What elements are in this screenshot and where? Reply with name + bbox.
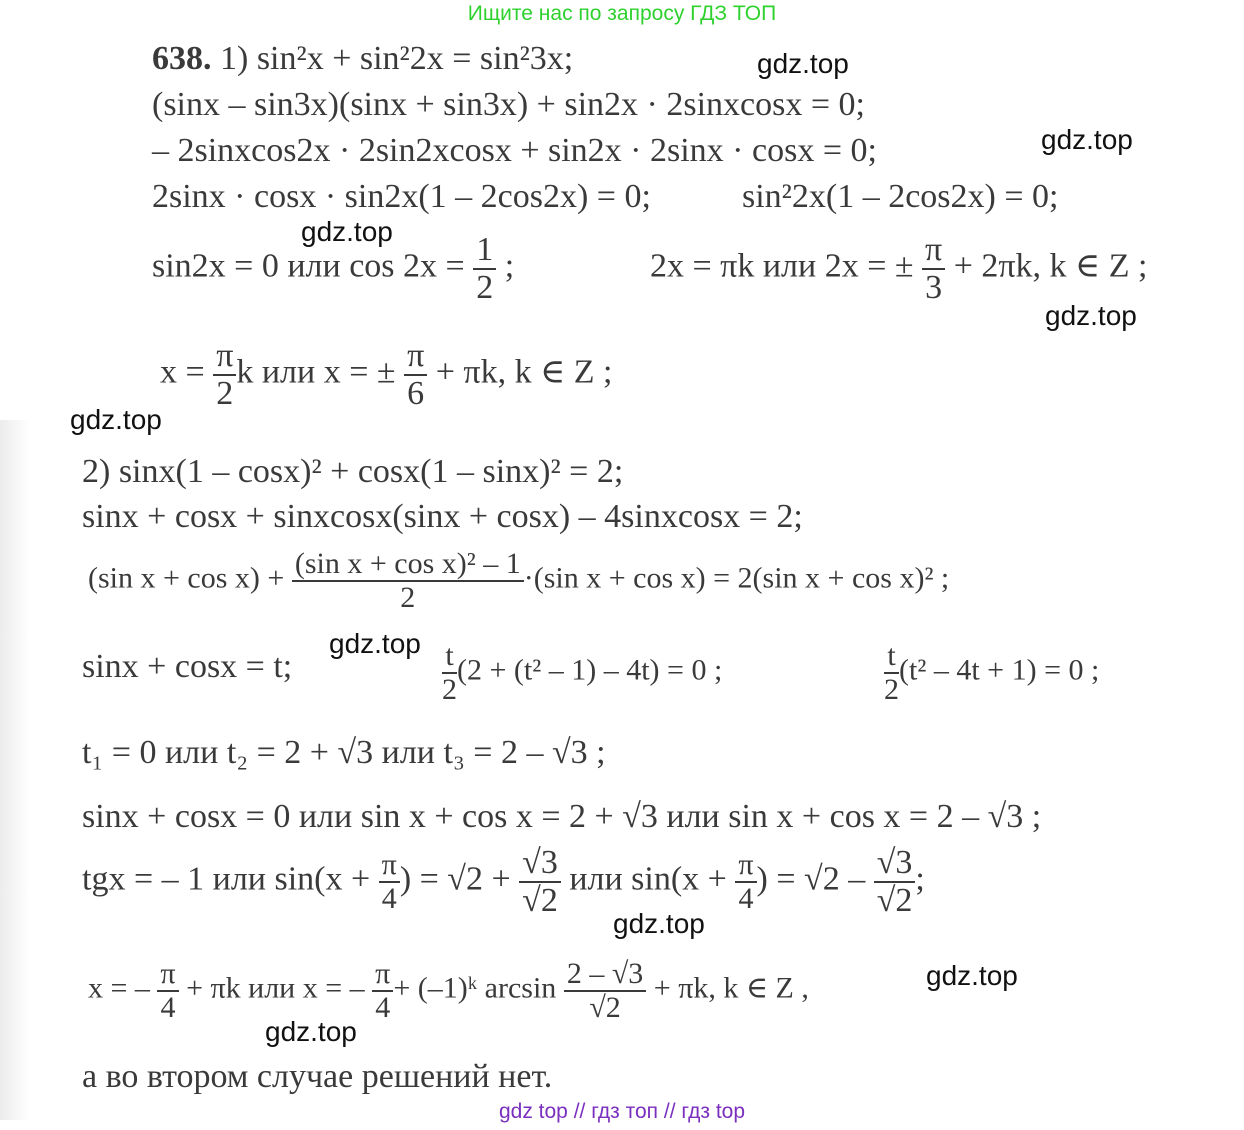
frac-num: (sin x + cos x)² – 1 bbox=[292, 548, 524, 582]
eq-1-5a-end: ; bbox=[504, 247, 515, 285]
eq-2-7-text-b: ) = √2 + bbox=[399, 860, 511, 898]
eq-2-7 bbox=[82, 845, 925, 918]
frac-num: 2 – √3 bbox=[564, 958, 646, 992]
eq-2-2: sinx + cosx + sinxcosx(sinx + cosx) – 4sinxcosx = 2; bbox=[82, 498, 803, 535]
eq-2-5: t₁ = 0 или t₂ = 2 + √3 или t₃ = 2 – √3 ; bbox=[82, 734, 606, 771]
search-banner: Ищите нас по запросу ГДЗ ТОП bbox=[467, 2, 777, 25]
eq-2-4c-text: (t² – 4t + 1) = 0 ; bbox=[899, 653, 1100, 687]
frac-den: 2 bbox=[476, 268, 494, 306]
frac-den: 2 bbox=[884, 672, 899, 706]
fraction-sqrt3-sqrt2 bbox=[519, 845, 561, 918]
frac-num: √3 bbox=[874, 845, 916, 883]
fraction-pi-4 bbox=[379, 849, 400, 914]
eq-2-3 bbox=[88, 548, 949, 613]
eq-2-4b-text: (2 + (t² – 1) – 4t) = 0 ; bbox=[457, 653, 723, 687]
eq-2-9: а во втором случае решений нет. bbox=[82, 1058, 553, 1095]
frac-num: 1 bbox=[473, 232, 496, 270]
fraction-t-2 bbox=[442, 640, 457, 705]
fraction-pi-2 bbox=[213, 338, 236, 411]
eq-1-5b-end: + 2πk, k ∈ Z ; bbox=[953, 247, 1148, 285]
eq-2-3-text-a: (sin x + cos x) + bbox=[88, 561, 285, 595]
eq-1-5b bbox=[650, 232, 1147, 305]
watermark: gdz.top bbox=[301, 216, 393, 247]
footer-links: gdz top // гдз топ // гдз top bbox=[498, 1100, 746, 1123]
eq-2-4b bbox=[442, 640, 722, 705]
frac-num: √3 bbox=[519, 845, 561, 883]
watermark: gdz.top bbox=[757, 48, 849, 79]
frac-num: π bbox=[735, 849, 756, 883]
task-line-1 bbox=[152, 42, 573, 76]
fraction-pi-4 bbox=[735, 849, 756, 914]
eq-2-8-text-d: + πk, k ∈ Z , bbox=[653, 971, 809, 1005]
frac-den: 6 bbox=[407, 374, 425, 412]
eq-2-7-text-e: ; bbox=[915, 860, 925, 898]
eq-2-3-text-b: ·(sin x + cos x) = 2(sin x + cos x)² ; bbox=[523, 561, 950, 595]
eq-1-6-text-b: k или x = ± bbox=[236, 353, 396, 391]
watermark: gdz.top bbox=[1041, 124, 1133, 155]
eq-2-7-text-d: ) = √2 – bbox=[756, 860, 866, 898]
frac-num: π bbox=[404, 338, 427, 376]
fraction-pi-4 bbox=[157, 958, 178, 1023]
eq-1-5a-text: sin2x = 0 или cos 2x = bbox=[152, 247, 465, 285]
frac-den: 3 bbox=[925, 268, 943, 306]
eq-2-8-text-a: x = – bbox=[88, 971, 150, 1005]
fraction-pi-4 bbox=[372, 958, 393, 1023]
frac-den: √2 bbox=[589, 990, 621, 1024]
watermark: gdz.top bbox=[1045, 300, 1137, 331]
frac-num: π bbox=[922, 232, 945, 270]
frac-den: 2 bbox=[442, 672, 457, 706]
frac-num: t bbox=[442, 640, 457, 674]
frac-den: √2 bbox=[522, 881, 558, 919]
eq-1-5b-text: 2x = πk или 2x = ± bbox=[650, 247, 914, 285]
frac-den: 4 bbox=[375, 990, 391, 1024]
eq-1-4a: 2sinx · cosx · sin2x(1 – 2cos2x) = 0; bbox=[152, 178, 651, 215]
fraction-pi-6 bbox=[404, 338, 427, 411]
watermark: gdz.top bbox=[329, 628, 421, 659]
fraction-sqrt3-sqrt2 bbox=[874, 845, 916, 918]
frac-den: 4 bbox=[738, 881, 754, 915]
eq-1-6 bbox=[160, 338, 612, 411]
frac-num: π bbox=[372, 958, 393, 992]
eq-2-8 bbox=[88, 958, 809, 1023]
frac-den: √2 bbox=[876, 881, 913, 919]
eq-2-4a: sinx + cosx = t; bbox=[82, 648, 293, 685]
frac-num: π bbox=[379, 849, 400, 883]
frac-den: 2 bbox=[400, 580, 416, 614]
task-number: 638. bbox=[152, 40, 212, 77]
eq-1-4b: sin²2x(1 – 2cos2x) = 0; bbox=[742, 178, 1059, 215]
eq-2-4c bbox=[884, 640, 1099, 705]
watermark: gdz.top bbox=[613, 908, 705, 939]
eq-2-8-text-c: + (–1)ᵏ arcsin bbox=[393, 971, 557, 1005]
frac-den: 4 bbox=[160, 990, 176, 1024]
eq-2-6: sinx + cosx = 0 или sin x + cos x = 2 + √3 или sin x + cos x = 2 – √3 ; bbox=[82, 798, 1042, 835]
eq-1-2: (sinx – sin3x)(sinx + sin3x) + sin2x · 2sinxcosx = 0; bbox=[152, 86, 865, 123]
eq-2-7-text-c: или sin(x + bbox=[569, 860, 727, 898]
frac-den: 2 bbox=[216, 374, 234, 412]
fraction-pi-3 bbox=[922, 232, 945, 305]
eq-2-8-text-b: + πk или x = – bbox=[186, 971, 365, 1005]
eq-1-6-text-c: + πk, k ∈ Z ; bbox=[435, 353, 613, 391]
fraction-sum-squared bbox=[292, 548, 524, 613]
eq-1-3: – 2sinxcos2x · 2sin2xcosx + sin2x · 2sinx · cosx = 0; bbox=[152, 132, 877, 169]
watermark: gdz.top bbox=[926, 960, 1018, 991]
watermark: gdz.top bbox=[265, 1016, 357, 1047]
frac-den: 4 bbox=[381, 881, 397, 915]
fraction-one-half bbox=[473, 232, 496, 305]
fraction-t-2 bbox=[884, 640, 899, 705]
eq-1-6-text-a: x = bbox=[160, 353, 205, 391]
frac-num: t bbox=[884, 640, 899, 674]
eq-2-7-text-a: tgx = – 1 или sin(x + bbox=[82, 860, 371, 898]
frac-num: π bbox=[157, 958, 178, 992]
page-shadow bbox=[0, 420, 30, 1120]
eq-2-1: 2) sinx(1 – cosx)² + cosx(1 – sinx)² = 2; bbox=[82, 453, 624, 490]
eq-1-1: 1) sin²x + sin²2x = sin²3x; bbox=[220, 40, 574, 77]
fraction-arcsin-arg bbox=[564, 958, 646, 1023]
frac-num: π bbox=[213, 338, 236, 376]
watermark: gdz.top bbox=[70, 404, 162, 435]
